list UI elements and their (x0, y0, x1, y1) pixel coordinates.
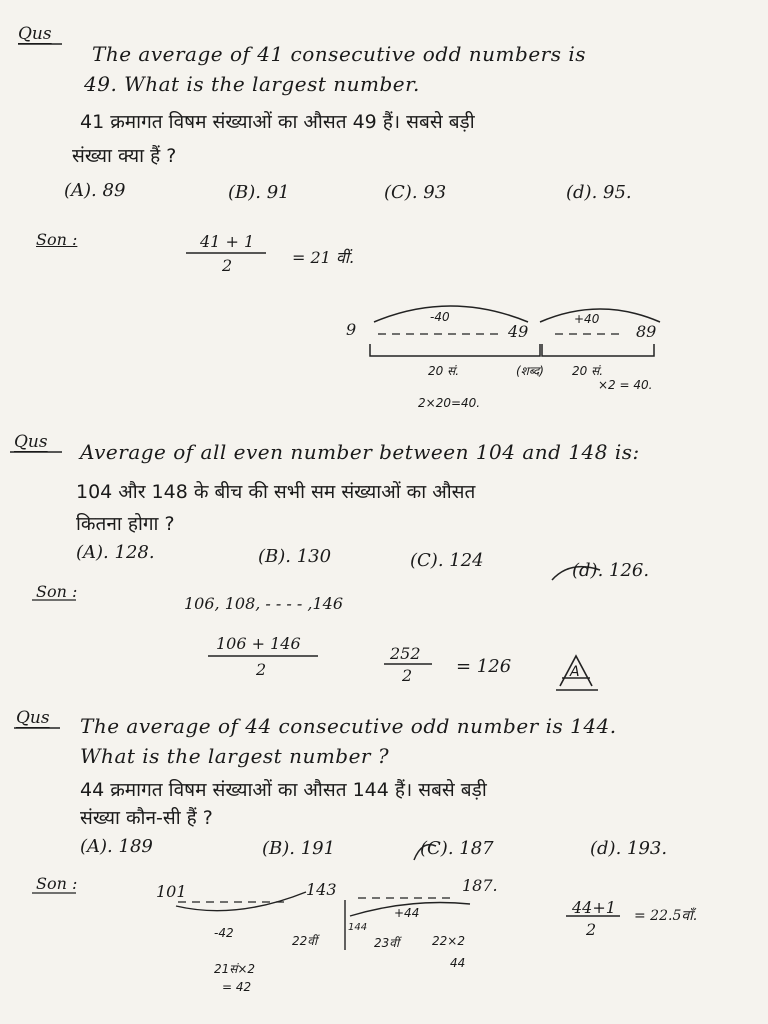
q2-fraction2-denominator: 2 (402, 666, 413, 685)
q3-hi-line2: संख्या कौन-सी हैं ? (80, 807, 213, 829)
q2-solution-label: Son : (36, 582, 78, 601)
q3-en-line1: The average of 44 consecutive odd number is 144. (80, 714, 617, 738)
q1-diagram-arc-right: +40 (574, 312, 600, 326)
q1-diagram-right: 89 (636, 322, 657, 341)
q1-diagram-left: 9 (346, 320, 357, 339)
q1-hi-line1: 41 क्रमागत विषम संख्याओं का औसत 49 हैं। सबसे बड़ी (80, 111, 475, 133)
q3-seq-right: 187. (462, 876, 498, 895)
q1-en-line1: The average of 41 consecutive odd numbers is (92, 42, 587, 66)
q2-hi-line1: 104 और 148 के बीच की सभी सम संख्याओं का औसत (76, 481, 476, 503)
q2-option-b: (B). 130 (258, 546, 332, 567)
q1-diagram-calc: 2×20=40. (418, 396, 481, 410)
q3-option-c: (C). 187 (420, 838, 494, 859)
q1-option-c: (C). 93 (384, 182, 447, 203)
q1-fraction-numerator: 41 + 1 (200, 232, 255, 251)
q2-en-line1: Average of all even number between 104 and 148 is: (80, 440, 640, 464)
q3-label-44: 44 (450, 956, 466, 970)
q3-label-21: 21सं×2 (214, 962, 256, 976)
q3-arc-left: -42 (214, 926, 234, 940)
q3-fraction-numerator: 44+1 (572, 898, 616, 917)
q2-answer-mark: A (570, 664, 580, 680)
q2-option-a: (A). 128. (76, 542, 155, 563)
q2-fraction2-numerator: 252 (390, 644, 421, 663)
q2-label: Qus (14, 432, 48, 452)
q3-label-42: = 42 (222, 980, 252, 994)
q2-result: = 126 (456, 656, 512, 677)
q3-seq-mid: 143 (306, 880, 337, 899)
q3-option-a: (A). 189 (80, 836, 153, 857)
q3-fraction-result: = 22.5वाँ. (634, 908, 698, 924)
q3-label-144: 144 (348, 922, 368, 933)
q1-option-a: (A). 89 (64, 180, 126, 201)
q1-fraction-denominator: 2 (222, 256, 233, 275)
q1-diagram-mid: 49 (508, 322, 529, 341)
q2-option-c: (C). 124 (410, 550, 484, 571)
q1-solution-label: Son : (36, 230, 78, 249)
q1-label: Qus (18, 24, 52, 44)
q3-option-d: (d). 193. (590, 838, 668, 859)
q3-seq-left: 101 (156, 882, 187, 901)
q2-hi-line2: कितना होगा ? (76, 513, 175, 535)
q1-diagram-brace-left: 20 सं. (428, 364, 460, 378)
q1-option-d: (d). 95. (566, 182, 632, 203)
q3-label-22: 22वीं (292, 934, 318, 948)
q2-fraction-numerator: 106 + 146 (216, 634, 301, 653)
q3-solution-label: Son : (36, 874, 78, 893)
q1-option-b: (B). 91 (228, 182, 290, 203)
q3-arc-right: +44 (394, 906, 420, 920)
q3-label: Qus (16, 708, 50, 728)
q3-fraction-denominator: 2 (586, 920, 597, 939)
q3-en-line2: What is the largest number ? (80, 744, 390, 768)
q1-diagram-brace-center: (शब्द) (516, 364, 544, 378)
q1-hi-line2: संख्या क्या हैं ? (72, 145, 177, 167)
q1-diagram-brace-right-sub: ×2 = 40. (598, 378, 653, 392)
q2-fraction-denominator: 2 (256, 660, 267, 679)
q3-hi-line1: 44 क्रमागत विषम संख्याओं का औसत 144 हैं। सबसे बड़ी (80, 779, 487, 801)
q3-label-23: 23वीं (374, 936, 400, 950)
q1-diagram-arc-left: -40 (430, 310, 450, 324)
q3-option-b: (B). 191 (262, 838, 336, 859)
q2-sequence: 106, 108, - - - - ,146 (184, 594, 344, 613)
q1-diagram-brace-right: 20 सं. (572, 364, 604, 378)
q1-fraction-result: = 21 वीं. (292, 248, 355, 267)
q2-option-d: (d). 126. (572, 560, 650, 581)
q3-label-22x2: 22×2 (432, 934, 465, 948)
q1-en-line2: 49. What is the largest number. (84, 72, 420, 96)
